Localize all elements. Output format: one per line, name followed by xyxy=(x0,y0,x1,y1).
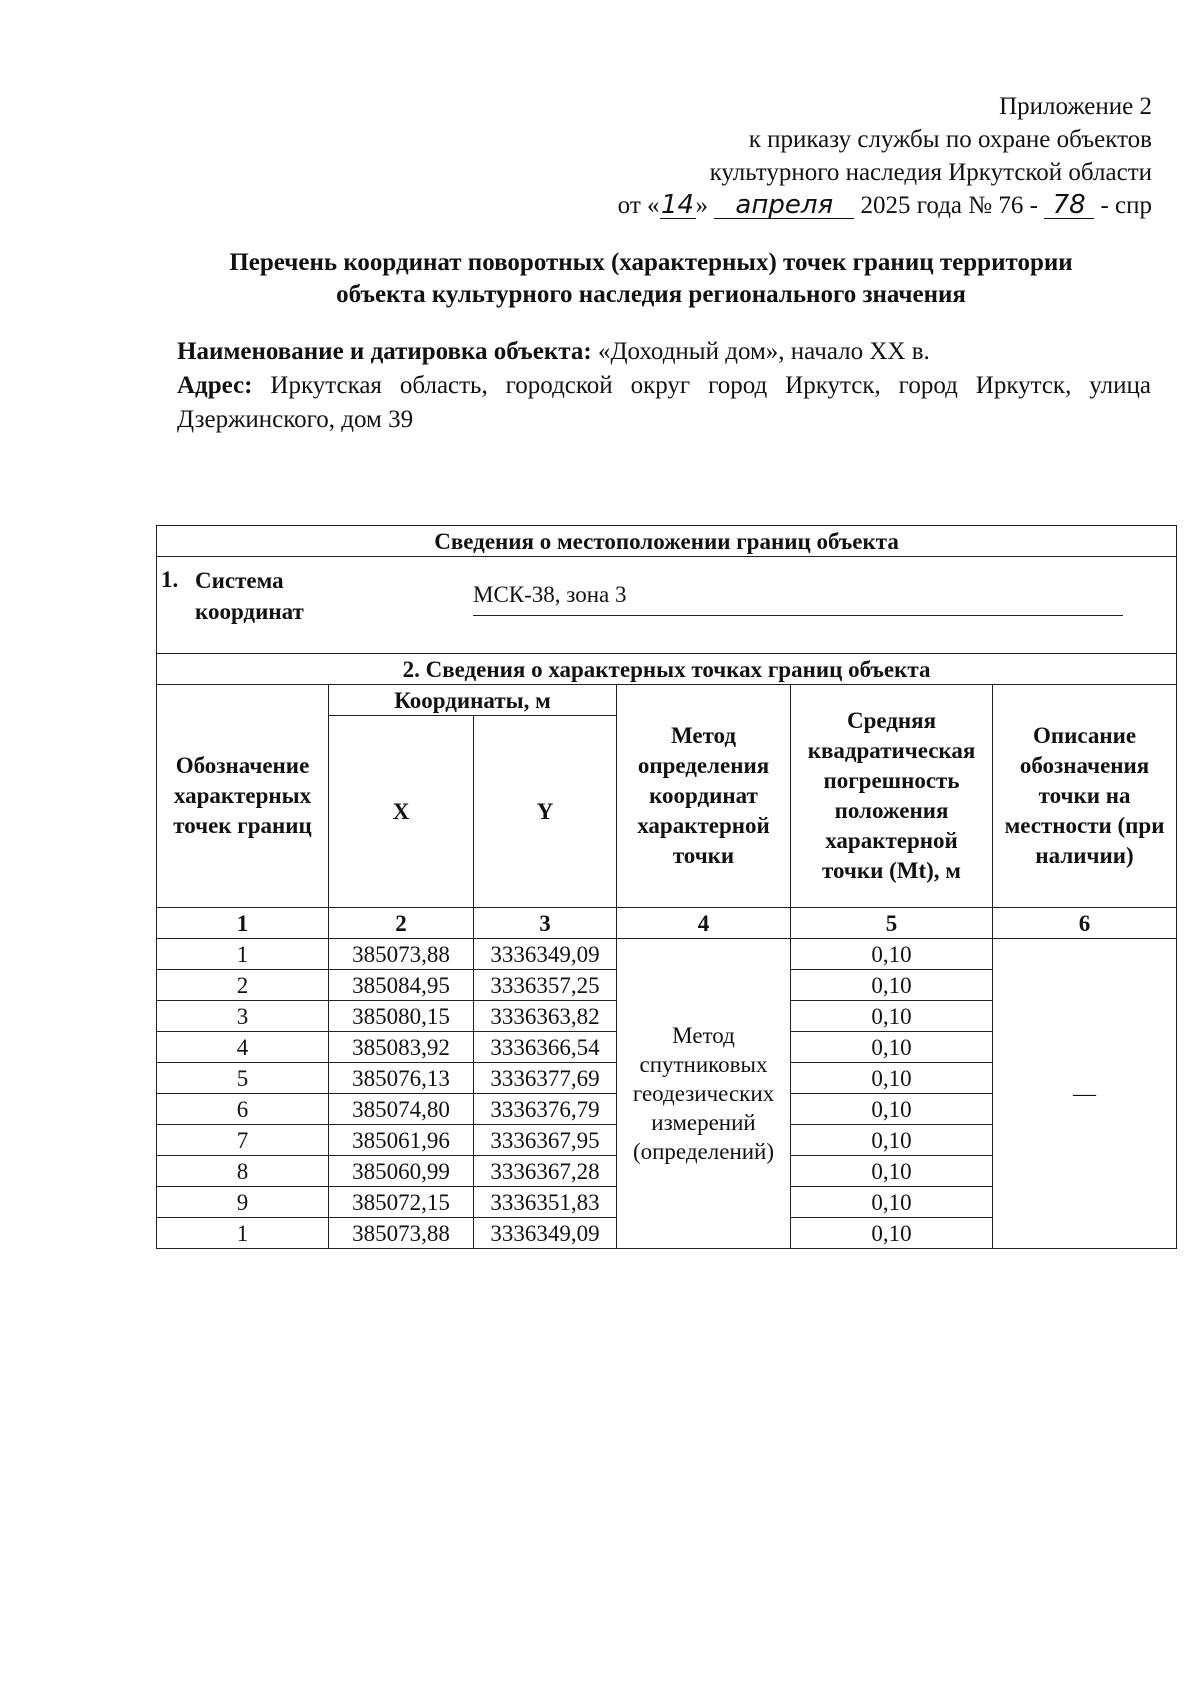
point-id: 6 xyxy=(157,1094,329,1125)
system-label-line-2: координат xyxy=(195,599,304,624)
y-value: 3336366,54 xyxy=(474,1032,617,1063)
object-info xyxy=(177,335,1151,437)
point-id: 1 xyxy=(157,939,329,970)
x-value: 385060,99 xyxy=(329,1156,474,1187)
system-label xyxy=(195,565,304,627)
annex-line-2: к приказу службы по охране объектов xyxy=(748,126,1152,153)
mt-value: 0,10 xyxy=(791,1218,993,1249)
point-id: 4 xyxy=(157,1032,329,1063)
x-value: 385073,88 xyxy=(329,939,474,970)
col-header-coords: Координаты, м xyxy=(329,685,617,716)
mt-value: 0,10 xyxy=(791,1001,993,1032)
x-value: 385061,96 xyxy=(329,1125,474,1156)
mt-value: 0,10 xyxy=(791,1156,993,1187)
x-value: 385072,15 xyxy=(329,1187,474,1218)
col-header-error: Средняя квадратическая погрешность положения характерной точки (Mt), м xyxy=(791,685,993,908)
mt-value: 0,10 xyxy=(791,1032,993,1063)
annex-line-3: культурного наследия Иркутской области xyxy=(709,159,1152,186)
annex-header xyxy=(512,90,1152,222)
section2-title: 2. Сведения о характерных точках границ объекта xyxy=(157,654,1177,685)
y-value: 3336377,69 xyxy=(474,1063,617,1094)
col-header-y: Y xyxy=(474,716,617,908)
document-title xyxy=(150,247,1152,311)
y-value: 3336349,09 xyxy=(474,939,617,970)
handwritten-day: 14 xyxy=(660,190,695,220)
x-value: 385084,95 xyxy=(329,970,474,1001)
annex-line-1: Приложение 2 xyxy=(999,93,1152,120)
date-quote-close: » xyxy=(695,192,709,219)
mt-value: 0,10 xyxy=(791,939,993,970)
object-address xyxy=(177,369,1151,437)
point-id: 9 xyxy=(157,1187,329,1218)
handwritten-order-number: 78 xyxy=(1044,192,1094,219)
x-value: 385074,80 xyxy=(329,1094,474,1125)
system-label-line-1: Система xyxy=(195,568,284,593)
mt-value: 0,10 xyxy=(791,1125,993,1156)
col-number: 4 xyxy=(617,908,791,939)
date-year: 2025 года № 76 - xyxy=(860,192,1038,219)
annex-date-line xyxy=(512,189,1152,222)
object-address-value: Иркутская область, городской округ город Иркутск, город Иркутск, улица Дзержинского, дом 39 xyxy=(177,372,1152,433)
title-line-2: объекта культурного наследия регионального значения xyxy=(336,281,966,308)
table-title: Сведения о местоположении границ объекта xyxy=(157,526,1177,557)
boundary-table xyxy=(156,525,1177,1249)
order-suffix: - спр xyxy=(1100,192,1152,219)
mt-value: 0,10 xyxy=(791,970,993,1001)
point-id: 3 xyxy=(157,1001,329,1032)
point-id: 1 xyxy=(157,1218,329,1249)
col-header-point: Обозначение характерных точек границ xyxy=(157,685,329,908)
coordinate-system-cell xyxy=(157,557,1177,654)
mt-value: 0,10 xyxy=(791,1094,993,1125)
object-name xyxy=(177,335,1151,369)
point-id: 2 xyxy=(157,970,329,1001)
mt-value: 0,10 xyxy=(791,1063,993,1094)
y-value: 3336367,95 xyxy=(474,1125,617,1156)
system-value: МСК-38, зона 3 xyxy=(473,580,1123,616)
col-number: 1 xyxy=(157,908,329,939)
col-number: 2 xyxy=(329,908,474,939)
y-value: 3336363,82 xyxy=(474,1001,617,1032)
col-number: 6 xyxy=(993,908,1177,939)
x-value: 385076,13 xyxy=(329,1063,474,1094)
x-value: 385083,92 xyxy=(329,1032,474,1063)
system-number: 1. xyxy=(161,567,179,592)
col-header-method: Метод определения координат характерной точки xyxy=(617,685,791,908)
title-line-1: Перечень координат поворотных (характерных) точек границ территории xyxy=(229,249,1073,276)
col-number: 3 xyxy=(474,908,617,939)
y-value: 3336357,25 xyxy=(474,970,617,1001)
col-header-x: X xyxy=(329,716,474,908)
x-value: 385073,88 xyxy=(329,1218,474,1249)
y-value: 3336367,28 xyxy=(474,1156,617,1187)
point-id: 7 xyxy=(157,1125,329,1156)
col-header-description: Описание обозначения точки на местности (при наличии) xyxy=(993,685,1177,908)
object-name-label: Наименование и датировка объекта: xyxy=(177,338,592,365)
description-value: — xyxy=(993,939,1177,1249)
y-value: 3336376,79 xyxy=(474,1094,617,1125)
col-number: 5 xyxy=(791,908,993,939)
y-value: 3336351,83 xyxy=(474,1187,617,1218)
mt-value: 0,10 xyxy=(791,1187,993,1218)
method-value: Метод спутниковых геодезических измерений (определений) xyxy=(617,939,791,1249)
point-id: 5 xyxy=(157,1063,329,1094)
handwritten-month: апреля xyxy=(714,192,854,219)
point-id: 8 xyxy=(157,1156,329,1187)
object-address-label: Адрес: xyxy=(177,372,253,399)
x-value: 385080,15 xyxy=(329,1001,474,1032)
object-name-value: «Доходный дом», начало XX в. xyxy=(597,338,930,365)
y-value: 3336349,09 xyxy=(474,1218,617,1249)
table-row xyxy=(157,939,1177,970)
date-prefix: от « xyxy=(617,192,660,219)
